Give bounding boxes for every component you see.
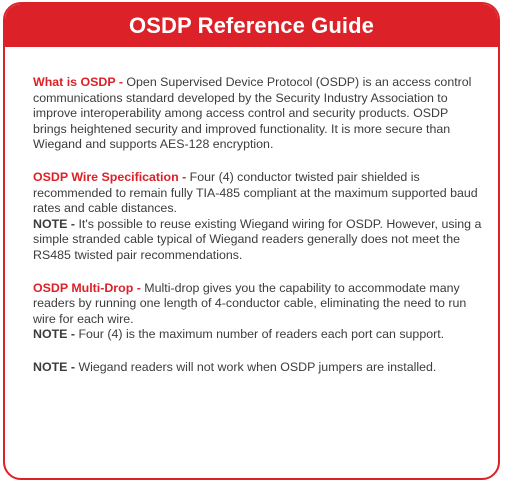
- section-text: Four (4) conductor twisted pair shielded is recommended to remain fully TIA-485 compliant at the maximum supported baud rates and cable distances.: [33, 169, 478, 216]
- section-multi-drop: [33, 281, 482, 343]
- section-label: What is OSDP -: [33, 75, 127, 89]
- section-label: OSDP Multi-Drop -: [33, 280, 145, 295]
- note-text: Wiegand readers will not work when OSDP jumpers are installed.: [78, 359, 437, 374]
- section-text: Multi-drop gives you the capability to accommodate many readers by running one length of 4-conductor cable, eliminating the need to run wire for each wire.: [33, 280, 467, 326]
- final-note: [33, 360, 482, 376]
- section-what-is-osdp: [33, 75, 482, 153]
- note-label: NOTE -: [33, 216, 79, 231]
- section-label: OSDP Wire Specification -: [33, 169, 190, 184]
- card-header: [5, 4, 498, 47]
- note-label: NOTE -: [33, 359, 79, 374]
- note-label: NOTE -: [33, 327, 79, 342]
- note-text: Four (4) is the maximum number of readers each port can support.: [78, 327, 445, 342]
- section-wire-specification: [33, 170, 482, 264]
- card-content: [5, 47, 498, 376]
- section-text: Open Supervised Device Protocol (OSDP) is an access control communications standard developed by the Security Industry Association to improve interoperability among access control and security products. OSDP brings heightened security and improved functionality. It is more secure than Wiegand and supports AES-128 encryption.: [33, 75, 472, 152]
- card-title: OSDP Reference Guide: [129, 12, 374, 38]
- reference-card: [3, 2, 500, 480]
- note-text: It's possible to reuse existing Wiegand wiring for OSDP. However, using a simple stranded cable typical of Wiegand readers generally does not meet the RS485 twisted pair recommendations.: [33, 216, 482, 262]
